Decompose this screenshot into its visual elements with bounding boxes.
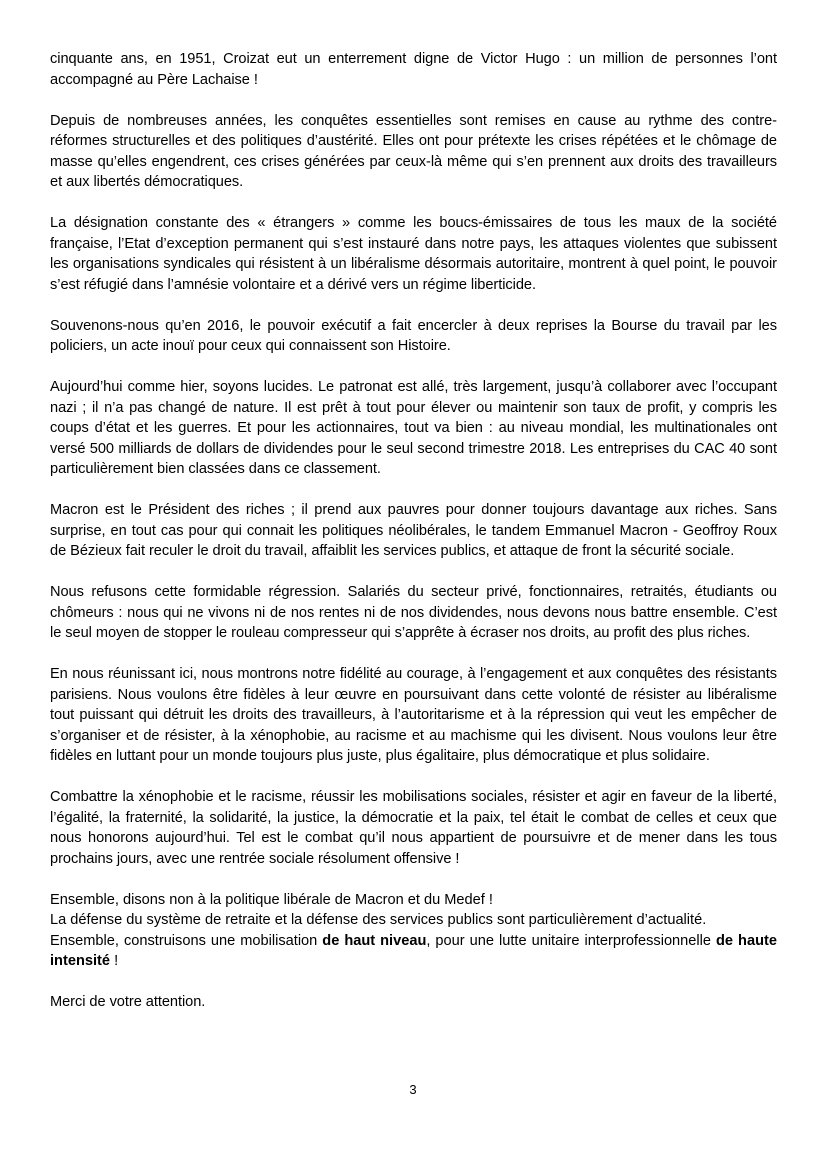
paragraph-2: Depuis de nombreuses années, les conquêtes essentielles sont remises en cause au rythme des contre-réformes structurelles et des politiques d’austérité. Elles ont pour prétexte les crises répétées et le chômage de masse qu’elles engendrent, ces crises générées par ceux-là même qui s’en prennent aux droits des travailleurs et aux libertés démocratiques. <box>50 112 777 190</box>
thanks-line: Merci de votre attention. <box>50 994 206 1010</box>
paragraph-8: En nous réunissant ici, nous montrons notre fidélité au courage, à l’engagement et aux conquêtes des résistants parisiens. Nous voulons être fidèles à leur œuvre en poursuivant dans cette volonté de résister au libéralisme tout puissant qui détruit les droits des travailleurs, à l’autoritarisme et à la répression qui veut les empêcher de s’organiser et de résister, à la xénophobie, au racisme et au machisme qui les divisent. Nous voulons leur être fidèles en luttant pour un monde toujours plus juste, plus égalitaire, plus démocratique et plus solidaire. <box>50 666 777 764</box>
closing-line-3-text-b: , pour une lutte unitaire interprofessionnelle <box>426 932 717 949</box>
paragraph-4: Souvenons-nous qu’en 2016, le pouvoir exécutif a fait encercler à deux reprises la Bourse du travail par les policiers, un acte inouï pour ceux qui connaissent son Histoire. <box>50 317 777 354</box>
paragraph-7: Nous refusons cette formidable régression. Salariés du secteur privé, fonctionnaires, retraités, étudiants ou chômeurs : nous qui ne vivons ni de nos rentes ni de nos dividendes, nous devons nous battre ensemble. C’est le seul moyen de stopper le rouleau compresseur qui s’apprête à écraser nos droits, au profit des plus riches. <box>50 584 777 641</box>
closing-block <box>50 890 777 972</box>
paragraph-1: cinquante ans, en 1951, Croizat eut un enterrement digne de Victor Hugo : un million de personnes l’ont accompagné au Père Lachaise ! <box>50 51 777 88</box>
paragraph-9: Combattre la xénophobie et le racisme, réussir les mobilisations sociales, résister et agir en faveur de la liberté, l’égalité, la fraternité, la solidarité, la justice, la démocratie et la paix, tel était le combat de celles et ceux que nous honorons aujourd’hui. Tel est le combat qu’il nous appartient de poursuivre et de mener dans les tous prochains jours, avec une rentrée sociale résolument offensive ! <box>50 789 777 867</box>
closing-line-3 <box>50 931 777 972</box>
paragraph-6: Macron est le Président des riches ; il prend aux pauvres pour donner toujours davantage aux riches. Sans surprise, en tout cas pour qui connait les politiques néolibérales, le tandem Emmanuel Macron - Geoffroy Roux de Bézieux fait reculer le droit du travail, affaiblit les services publics, et attaque de front la sécurité sociale. <box>50 502 777 559</box>
closing-line-3-bold-a: de haut niveau <box>322 932 427 949</box>
page-number: 3 <box>409 1082 417 1097</box>
closing-line-3-text-c: ! <box>110 953 119 969</box>
paragraph-5: Aujourd’hui comme hier, soyons lucides. Le patronat est allé, très largement, jusqu’à collaborer avec l’occupant nazi ; il n’a pas changé de nature. Il est prêt à tout pour élever ou maintenir son taux de profit, y compris les coups d’état et les guerres. Et pour les actionnaires, tout va bien : au niveau mondial, les multinationales ont versé 500 milliards de dollars de dividendes pour le seul second trimestre 2018. Les entreprises du CAC 40 sont particulièrement bien classées dans ce classement. <box>50 379 777 477</box>
document-page <box>50 49 777 1013</box>
closing-line-3-text-a: Ensemble, construisons une mobilisation <box>50 932 323 949</box>
closing-line-3-bold-b: de haute intensité <box>50 932 777 969</box>
closing-line-1: Ensemble, disons non à la politique libérale de Macron et du Medef ! <box>50 891 493 908</box>
paragraph-3: La désignation constante des « étrangers » comme les boucs-émissaires de tous les maux de la société française, l’Etat d’exception permanent qui s’est instauré dans notre pays, les attaques violentes que subissent les organisations syndicales qui résistent à un libéralisme désormais autoritaire, montrent à quel point, le pouvoir s’est réfugié dans l’amnésie volontaire et a dérivé vers un régime liberticide. <box>50 215 777 293</box>
closing-line-2: La défense du système de retraite et la défense des services publics sont particulièrement d’actualité. <box>50 912 707 928</box>
